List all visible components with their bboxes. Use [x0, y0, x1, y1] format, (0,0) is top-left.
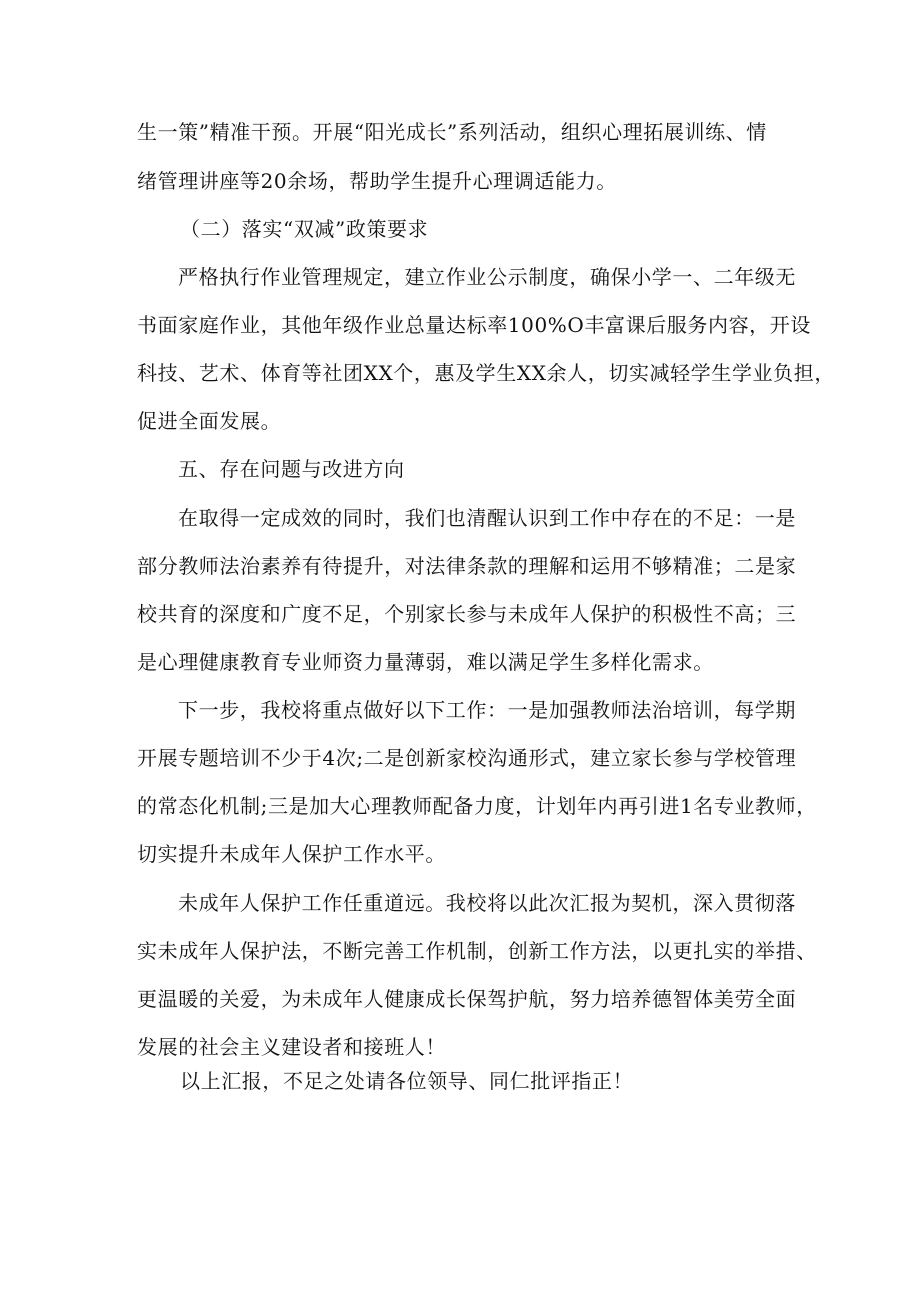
- section-subheading: （二）落实“双减”政策要求: [180, 217, 429, 241]
- paragraph-line: 的常态化机制;三是加大心理教师配备力度，计划年内再引进1名专业教师，: [137, 794, 817, 818]
- paragraph-line: 书面家庭作业，其他年级作业总量达标率100%O丰富课后服务内容，开设: [137, 313, 811, 337]
- paragraph-line: 切实提升未成年人保护工作水平。: [137, 842, 446, 866]
- paragraph-line: 严格执行作业管理规定，建立作业公示制度，确保小学一、二年级无: [178, 265, 796, 289]
- paragraph-line: 下一步，我校将重点做好以下工作：一是加强教师法治培训，每学期: [178, 698, 796, 722]
- paragraph-line: 在取得一定成效的同时，我们也清醒认识到工作中存在的不足：一是: [178, 506, 796, 530]
- paragraph-line: 实未成年人保护法，不断完善工作机制，创新工作方法，以更扎实的举措、: [137, 939, 817, 963]
- closing-line: 以上汇报，不足之处请各位领导、同仁批评指正！: [180, 1069, 634, 1093]
- paragraph-line: 是心理健康教育专业师资力量薄弱，难以满足学生多样化需求。: [137, 650, 714, 674]
- paragraph-line: 发展的社会主义建设者和接班人！: [137, 1035, 446, 1059]
- paragraph-line: 科技、艺术、体育等社团XX个，惠及学生XX余人，切实减轻学生学业负担，: [137, 361, 835, 385]
- paragraph-line: 开展专题培训不少于4次;二是创新家校沟通形式，建立家长参与学校管理: [137, 746, 797, 770]
- paragraph-line: 未成年人保护工作任重道远。我校将以此次汇报为契机，深入贯彻落: [178, 891, 796, 915]
- paragraph-line: 生一策”精准干预。开展“阳光成长”系列活动，组织心理拓展训练、情: [137, 120, 767, 144]
- paragraph-line: 绪管理讲座等20余场，帮助学生提升心理调适能力。: [137, 169, 617, 193]
- paragraph-line: 校共育的深度和广度不足，个别家长参与未成年人保护的积极性不高；三: [137, 602, 797, 626]
- paragraph-line: 部分教师法治素养有待提升，对法律条款的理解和运用不够精准；二是家: [137, 554, 797, 578]
- paragraph-line: 更温暖的关爱，为未成年人健康成长保驾护航，努力培养德智体美劳全面: [137, 987, 797, 1011]
- section-heading: 五、存在问题与改进方向: [178, 457, 405, 481]
- paragraph-line: 促进全面发展。: [137, 409, 282, 433]
